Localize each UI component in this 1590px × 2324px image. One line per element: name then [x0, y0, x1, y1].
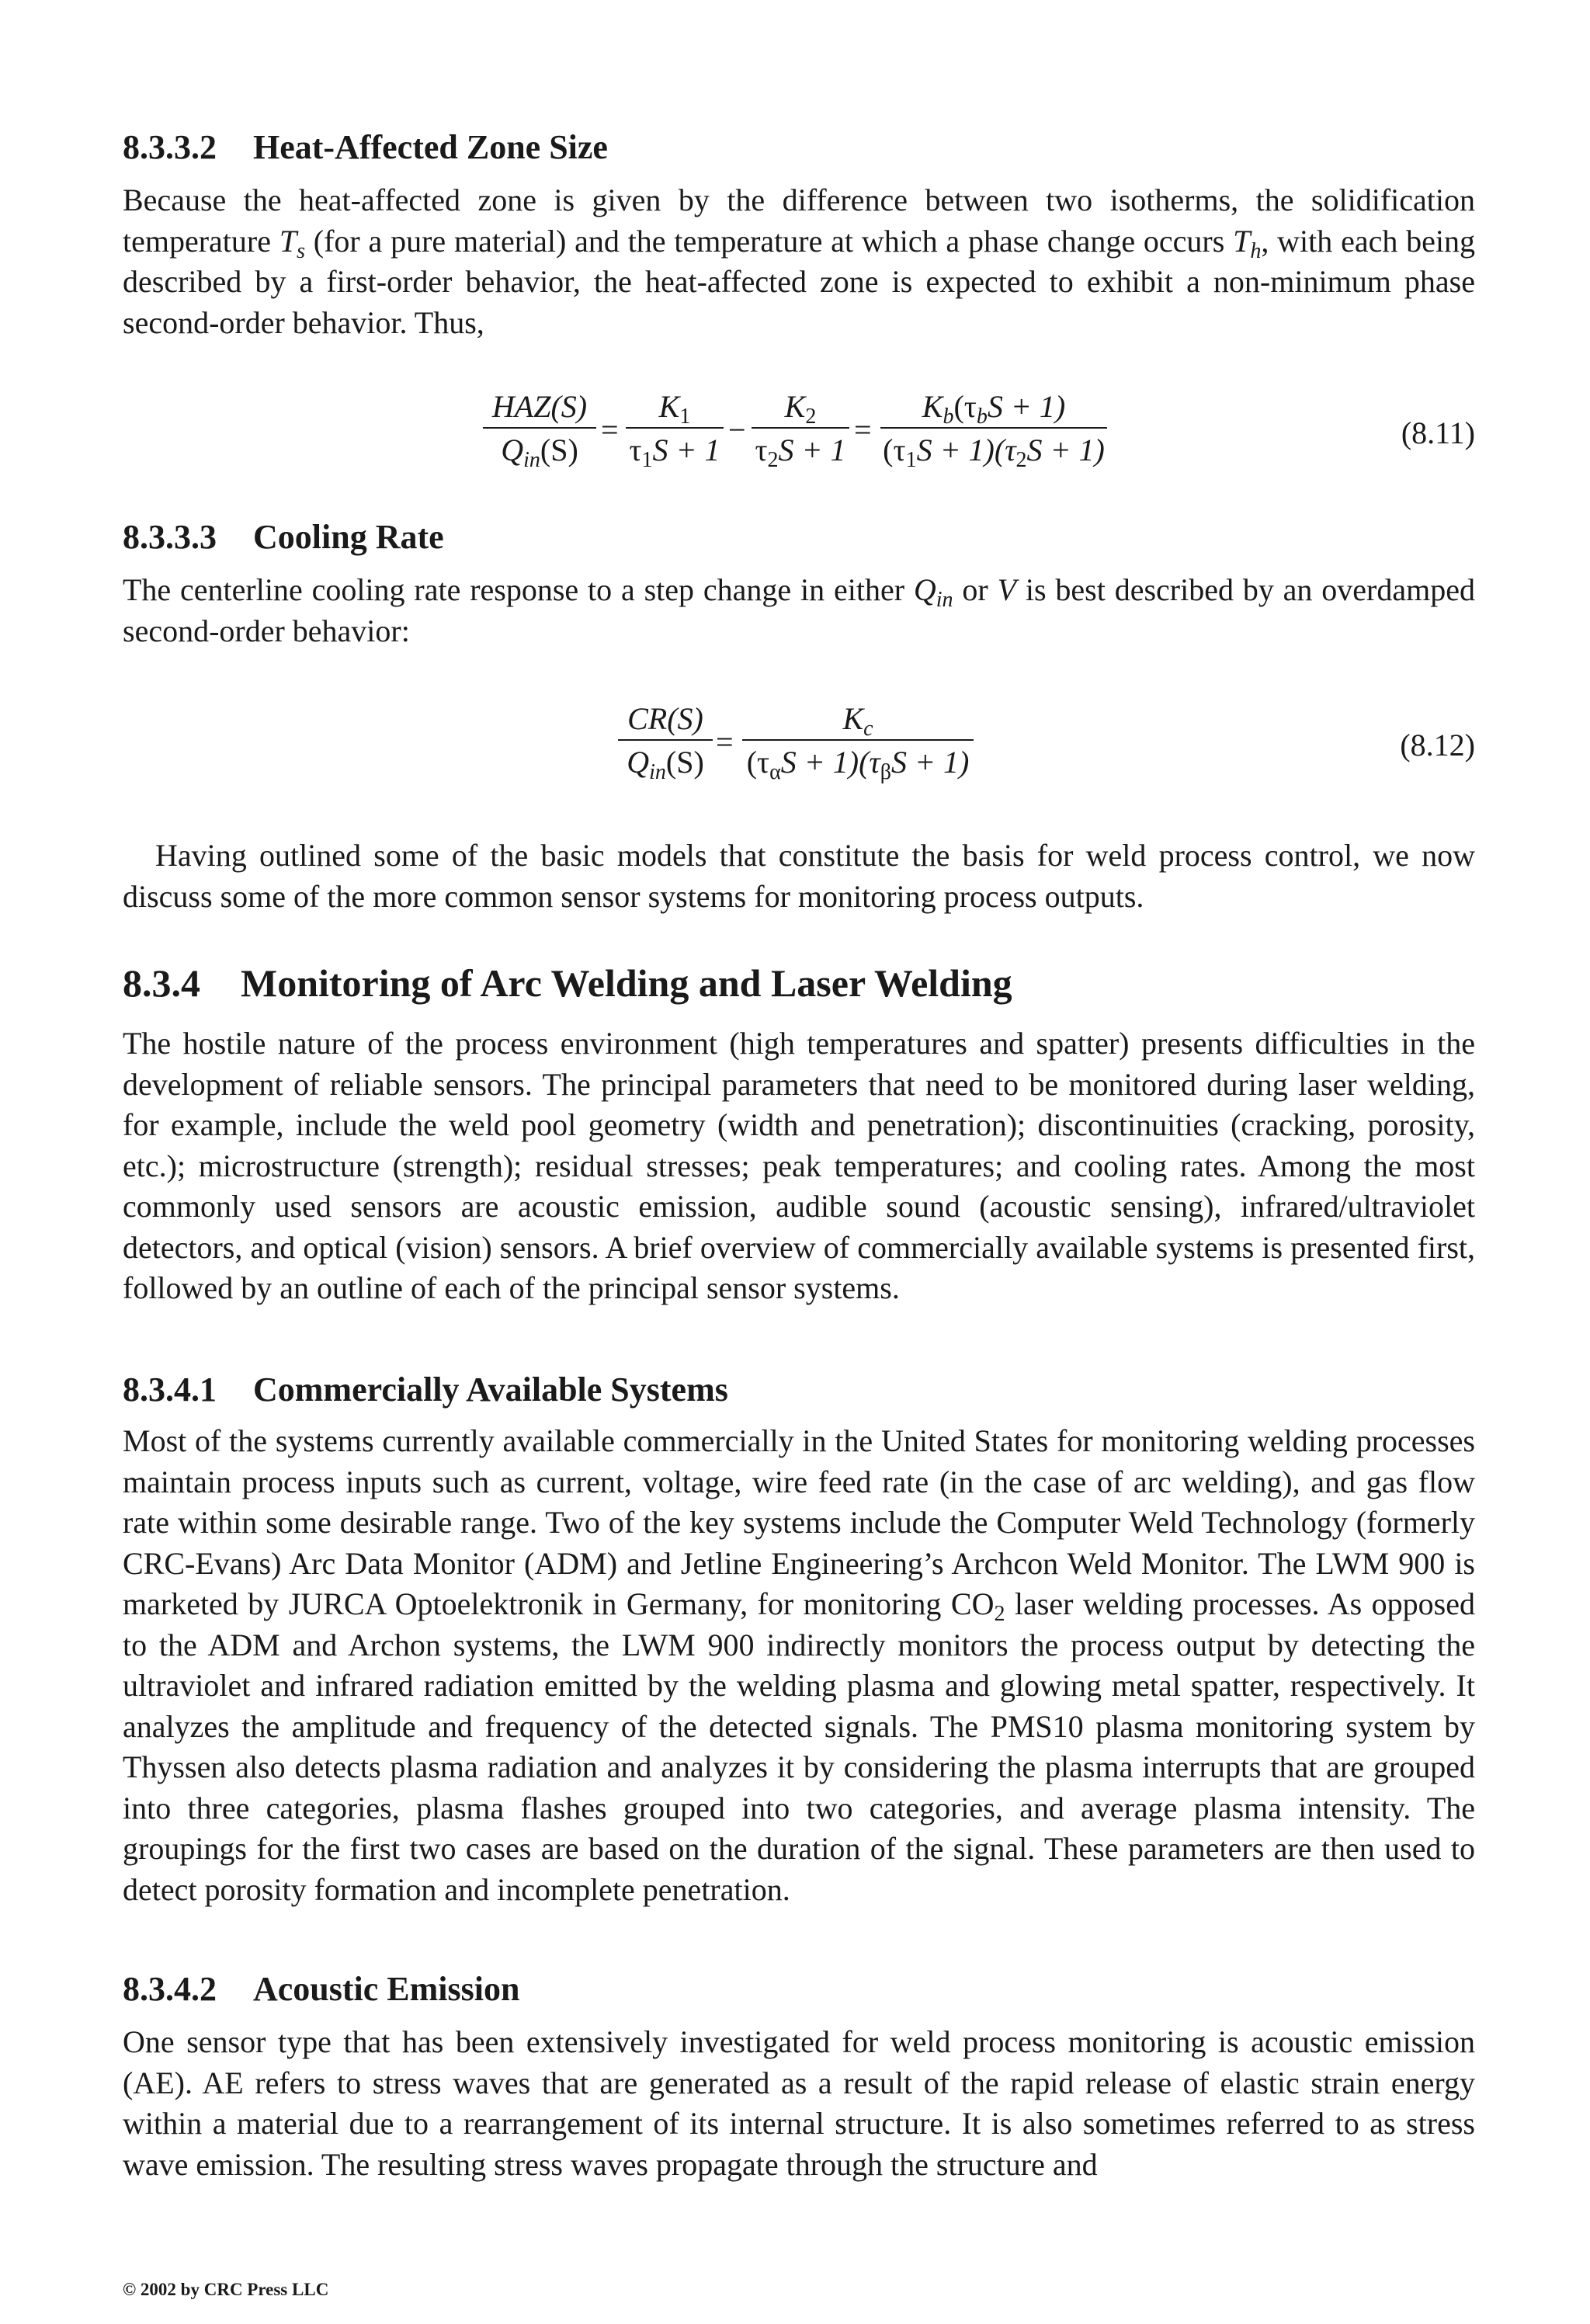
- paragraph-transition: Having outlined some of the basic models that constitute the basis for weld process control, we now discuss some of the more common sensor systems for monitoring process outputs.: [123, 838, 1475, 914]
- eq811-term2: $\frac{K_2}{\tau_2S + 1}$: [752, 391, 849, 466]
- paragraph-monitoring: The hostile nature of the process environment (high temperatures and spatter) presents difficulties in the development of reliable sensors. The principal parameters that need to be monitored during laser welding, for example, include the weld pool geometry (width and penetration); discontinuities (cracking, porosity, etc.); microstructure (strength); residual stresses; peak temperatures; and cooling rates. Among the most commonly used sensors are acoustic emission, audible sound (acoustic sensing), infrared/ultraviolet detectors, and optical (vision) sensors. A brief overview of commercially available systems is presented first, followed by an outline of each of the principal sensor systems.: [123, 1026, 1475, 1305]
- section-heading-8-3-3-3: [123, 517, 444, 558]
- eq811-result: $K_b(\tau_bS + 1)$ $(\tau_1S + 1)(\tau_2S + 1)$: [880, 391, 1107, 466]
- section-number: 8.3.3.3: [123, 518, 217, 556]
- section-number: 8.3.3.2: [123, 128, 217, 166]
- eq812-result: $K_c$ $(\tau_\alpha S + 1)(\tau_\beta S + 1)$: [742, 703, 974, 778]
- copyright-footer: © 2002 by CRC Press LLC: [123, 2280, 329, 2299]
- section-title: Acoustic Emission: [253, 1970, 520, 2008]
- paragraph-commercial-systems: Most of the systems currently available commercially in the United States for monitoring welding processes maintain process inputs such as current, voltage, wire feed rate (in the case of arc welding), and gas flow rate within some desirable range. Two of the key systems include the Computer Weld Technology (formerly CRC-Evans) Arc Data Monitor (ADM) and Jetline Engineering’s Archcon Weld Monitor. The LWM 900 is marketed by JURCA Optoelektronik in Germany, for monitoring $CO_2$ laser welding processes. As opposed to the ADM and Archon systems, the LWM 900 indirectly monitors the process output by detecting the ultraviolet and infrared radiation emitted by the welding plasma and glowing metal spatter, respectively. It analyzes the amplitude and frequency of the detected signals. The PMS10 plasma monitoring system by Thyssen also detects plasma radiation and analyzes it by considering the plasma interrupts that are grouped into three categories, plasma flashes grouped into two categories, and average plasma intensity. The groupings for the first two cases are based on the duration of the signal. These parameters are then used to detect porosity formation and incomplete penetration.: [123, 1423, 1475, 1907]
- section-title: Heat-Affected Zone Size: [253, 128, 608, 166]
- equals-sign: =: [854, 412, 872, 447]
- paragraph-haz-intro: Because the heat-affected zone is given by the difference between two isotherms, the solidification temperature $T_s$ (for a pure material) and the temperature at which a phase change occurs $T_h$, with each being described by a first-order behavior, the heat-affected zone is expected to exhibit a non-minimum phase second-order behavior. Thus,: [123, 182, 1475, 340]
- section-title: Commercially Available Systems: [253, 1370, 728, 1409]
- section-heading-8-3-4: [123, 960, 1012, 1006]
- equals-sign: =: [716, 724, 734, 759]
- minus-sign: −: [728, 412, 746, 447]
- eq811-lhs: HAZ(S) $Q_{in}(S)$: [483, 391, 596, 466]
- section-number: 8.3.4.1: [123, 1370, 217, 1409]
- section-title: Cooling Rate: [253, 518, 444, 556]
- eq812-lhs: CR(S) $Q_{in}(S)$: [618, 703, 713, 778]
- equation-number: (8.11): [1401, 415, 1475, 450]
- eq811-term1: $\frac{K_1}{\tau_1S + 1}$: [626, 391, 724, 466]
- section-heading-8-3-4-1: [123, 1370, 728, 1410]
- section-heading-8-3-3-2: [123, 127, 608, 168]
- section-number: 8.3.4.2: [123, 1970, 217, 2008]
- section-title: Monitoring of Arc Welding and Laser Welding: [241, 961, 1012, 1005]
- paragraph-cooling-rate: The centerline cooling rate response to a step change in either $Q_{in}$ or V is best described by an overdamped second-order behavior:: [123, 572, 1475, 648]
- section-number: 8.3.4: [123, 961, 200, 1005]
- section-heading-8-3-4-2: [123, 1969, 519, 2010]
- equation-number: (8.12): [1400, 728, 1475, 763]
- paragraph-acoustic-emission: One sensor type that has been extensively investigated for weld process monitoring is acoustic emission (AE). AE refers to stress waves that are generated as a result of the rapid release of elastic strain energy within a material due to a rearrangement of its internal structure. It is also sometimes referred to as stress wave emission. The resulting stress waves propagate through the structure and: [123, 2024, 1475, 2182]
- equals-sign: =: [601, 412, 619, 447]
